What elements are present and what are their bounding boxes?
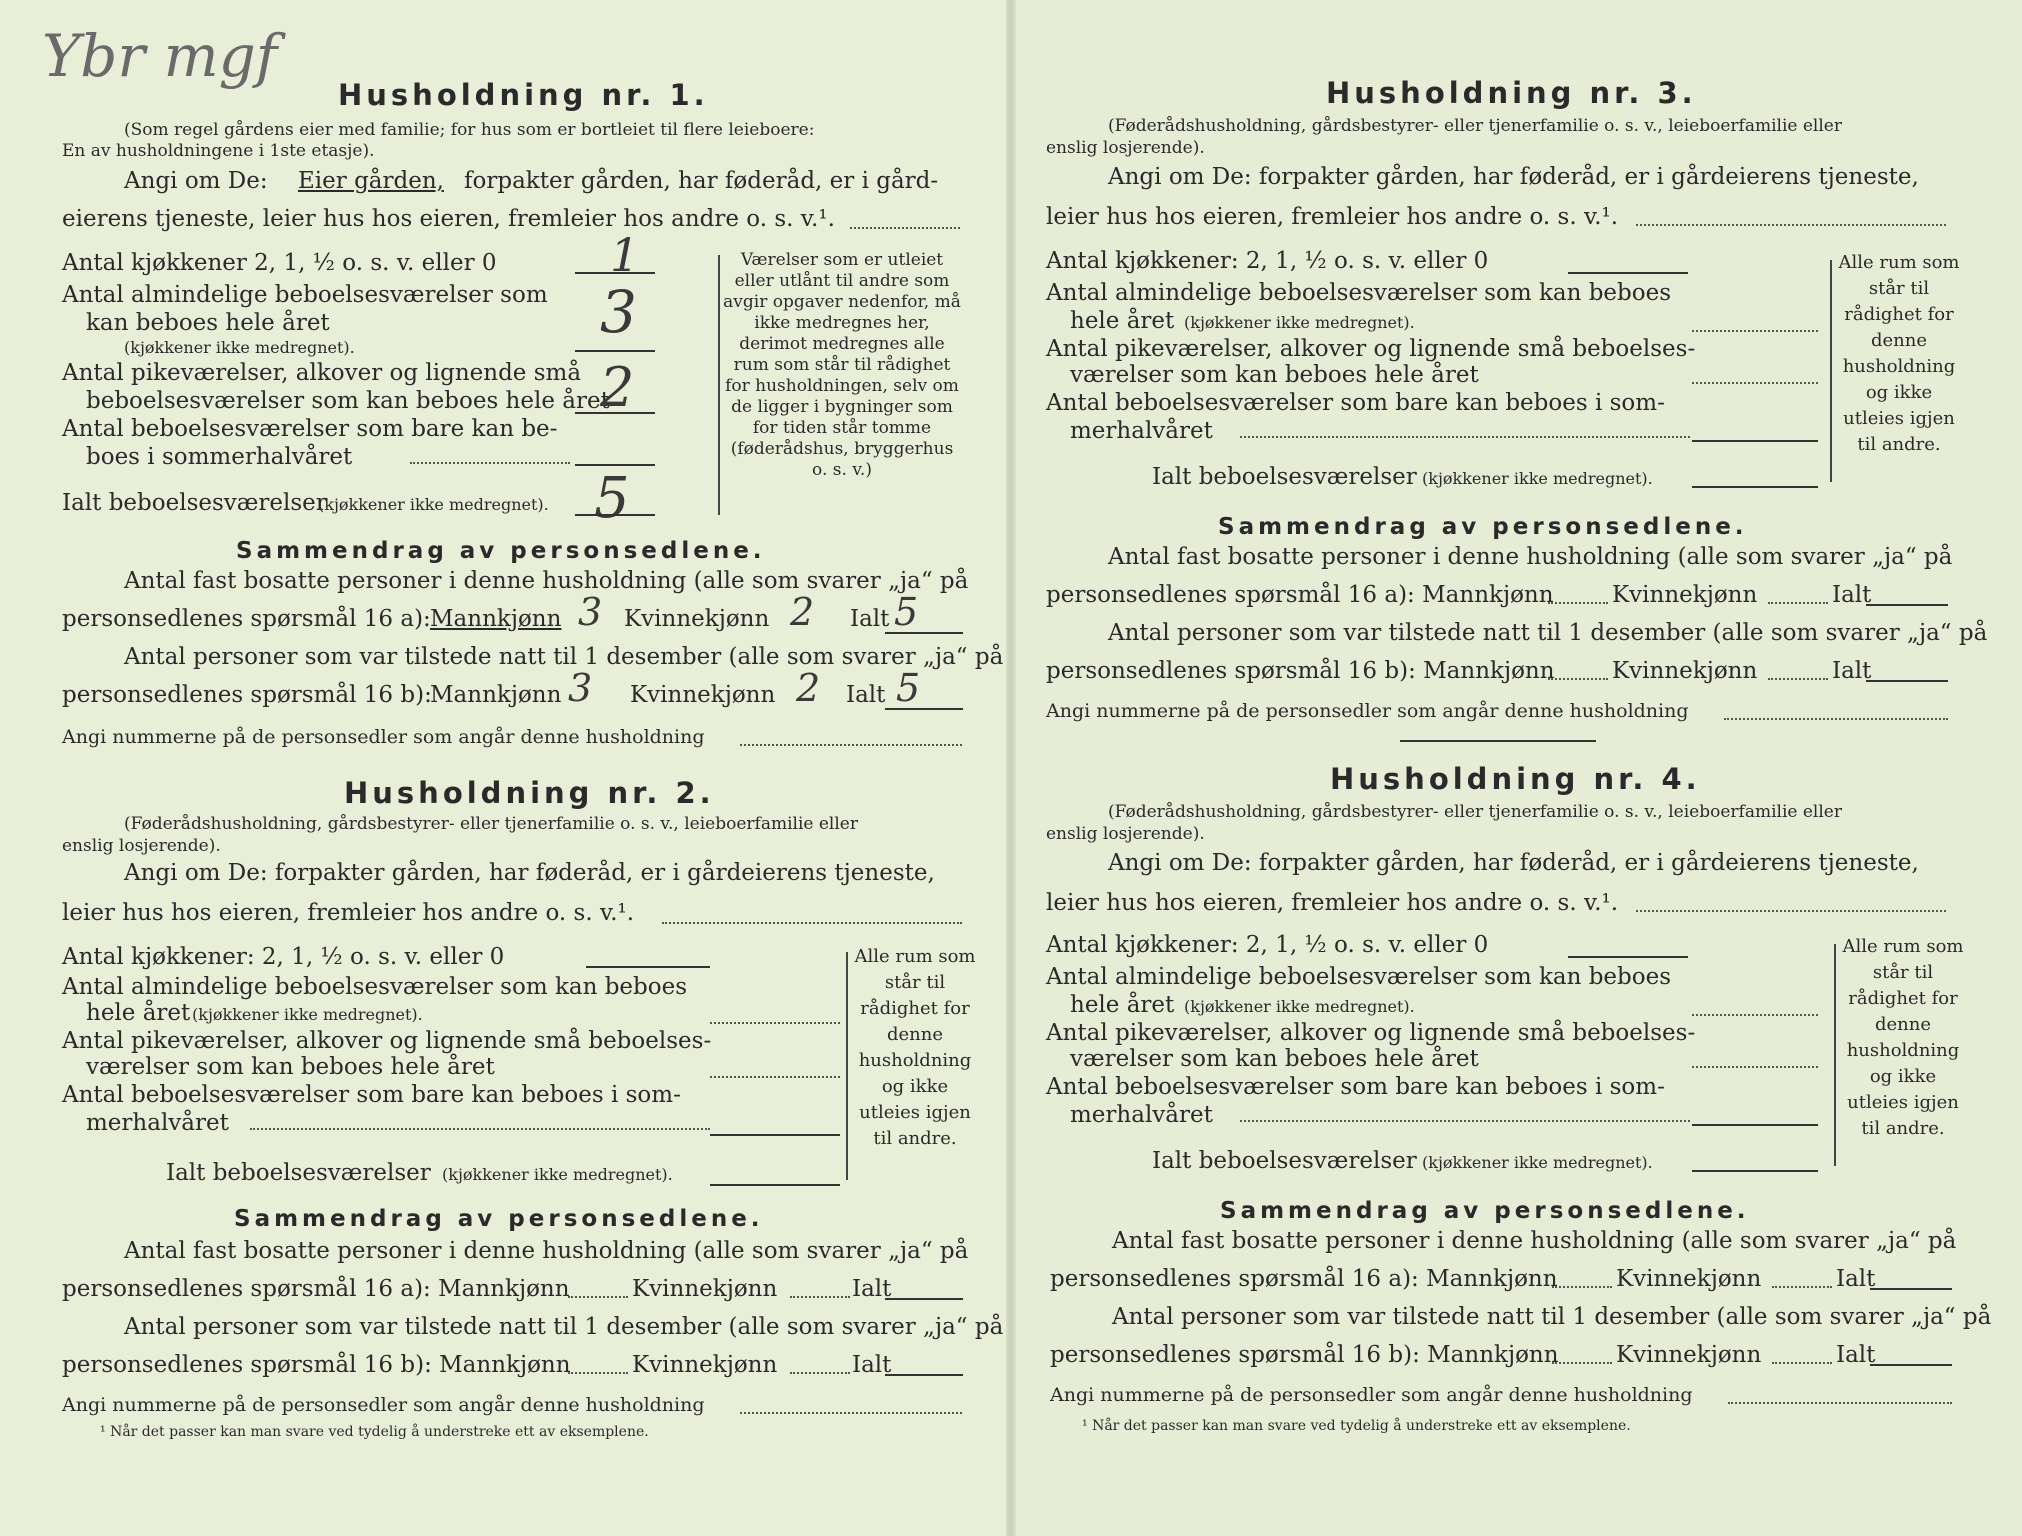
h4-kitchens-rule: [1568, 956, 1688, 958]
h2-kitchens-rule: [586, 966, 710, 968]
h3-fast-ialt-label: Ialt: [1832, 582, 1872, 608]
h1-fast-ialt-value: 5: [894, 590, 919, 634]
h4-summer-rule: [1692, 1124, 1818, 1126]
h3-tilst-line2: personsedlenes spørsmål 16 b): Mannkjønn: [1046, 658, 1555, 684]
h4-ordinary-label1: Antal almindelige beboelsesværelser som kan beboes: [1046, 964, 1672, 990]
h2-tilst-line1: Antal personer som var tilstede natt til 1 desember (alle som svarer „ja“ på: [124, 1314, 1004, 1340]
h4-tilst-mann-fill: [1552, 1362, 1612, 1364]
h2-angi-fill: [662, 922, 962, 924]
h1-pike-label1: Antal pikeværelser, alkover og lignende små: [62, 360, 582, 386]
h1-tilst-line2: personsedlenes spørsmål 16 b):: [62, 682, 432, 708]
h1-note-line1: (Som regel gårdens eier med familie; for hus som er bortleiet til flere leieboere:: [124, 120, 815, 140]
h2-pike-label2: værelser som kan beboes hele året: [86, 1054, 495, 1080]
h4-numbers-label: Angi nummerne på de personsedler som angår denne husholdning: [1050, 1384, 1693, 1406]
h4-tilst-line1: Antal personer som var tilstede natt til 1 desember (alle som svarer „ja“ på: [1112, 1304, 1992, 1330]
h1-pike-rule: [575, 412, 655, 414]
h1-ordinary-label1: Antal almindelige beboelsesværelser som: [62, 282, 548, 308]
h1-fast-mann-label: Mannkjønn: [430, 606, 562, 632]
h3-fast-line1: Antal fast bosatte personer i denne husholdning (alle som svarer „ja“ på: [1108, 544, 1953, 570]
h4-tilst-ialt-label: Ialt: [1836, 1342, 1876, 1368]
h1-ordinary-value: 3: [600, 278, 637, 346]
h1-ordinary-rule: [575, 350, 655, 352]
h3-kitchens-rule: [1568, 272, 1688, 274]
h4-angi-fill: [1636, 910, 1946, 912]
h2-fast-ialt-label: Ialt: [852, 1276, 892, 1302]
h4-ordinary-label2: hele året: [1070, 992, 1175, 1018]
h3-pike-label1: Antal pikeværelser, alkover og lignende små beboelses-: [1046, 336, 1696, 362]
h4-tilst-line2: personsedlenes spørsmål 16 b): Mannkjønn: [1050, 1342, 1559, 1368]
h2-side-note: Alle rum som står til rådighet for denne husholdning og ikke utleies igjen til andre.: [854, 946, 976, 1149]
h3-tilst-ialt-rule: [1866, 680, 1948, 682]
h1-angi-label: Angi om De:: [124, 168, 268, 194]
h1-summer-label1: Antal beboelsesværelser som bare kan be-: [62, 416, 558, 442]
h2-note-line2: enslig losjerende).: [62, 836, 221, 856]
h4-fast-line2: personsedlenes spørsmål 16 a): Mannkjønn: [1050, 1266, 1558, 1292]
h4-summary-title: Sammendrag av personsedlene.: [1220, 1198, 1750, 1224]
h3-pike-rule: [1692, 382, 1818, 384]
h2-ordinary-note: (kjøkkener ikke medregnet).: [192, 1005, 423, 1024]
h4-fast-ialt-label: Ialt: [1836, 1266, 1876, 1292]
h4-fast-kvinne-fill: [1772, 1286, 1832, 1288]
h3-total-rule: [1692, 486, 1818, 488]
h2-tilst-line2: personsedlenes spørsmål 16 b): Mannkjønn: [62, 1352, 571, 1378]
h3-summary-title: Sammendrag av personsedlene.: [1218, 514, 1748, 540]
h2-tilst-ialt-label: Ialt: [852, 1352, 892, 1378]
h2-summer-label2: merhalvåret: [86, 1110, 229, 1136]
h4-angi-line2: leier hus hos eieren, fremleier hos andre o. s. v.¹.: [1046, 890, 1619, 916]
h4-numbers-fill: [1728, 1402, 1952, 1404]
h3-ordinary-label2: hele året: [1070, 308, 1175, 334]
h3-angi-line2: leier hus hos eieren, fremleier hos andre o. s. v.¹.: [1046, 204, 1619, 230]
h2-kitchens-label: Antal kjøkkener: 2, 1, ½ o. s. v. eller 0: [62, 944, 505, 970]
h3-fast-mann-fill: [1548, 602, 1608, 604]
h2-fast-line2: personsedlenes spørsmål 16 a): Mannkjønn: [62, 1276, 570, 1302]
right-footnote: ¹ Når det passer kan man svare ved tydelig å understreke ett av eksemplene.: [1082, 1418, 1631, 1434]
h3-fast-ialt-rule: [1866, 604, 1948, 606]
h2-ordinary-label2: hele året: [86, 1000, 191, 1026]
h3-numbers-label: Angi nummerne på de personsedler som angår denne husholdning: [1046, 700, 1689, 722]
h1-angi-eier: Eier gården,: [298, 168, 444, 194]
h4-side-note: Alle rum som står til rådighet for denne husholdning og ikke utleies igjen til andre.: [1842, 936, 1964, 1139]
h2-fast-ialt-rule: [885, 1298, 963, 1300]
h1-kitchens-rule: [575, 272, 655, 274]
h4-kitchens-label: Antal kjøkkener: 2, 1, ½ o. s. v. eller 0: [1046, 932, 1489, 958]
h1-kitchens-label: Antal kjøkkener 2, 1, ½ o. s. v. eller 0: [62, 250, 497, 276]
h2-pike-rule: [710, 1076, 840, 1078]
h1-fast-line2: personsedlenes spørsmål 16 a):: [62, 606, 431, 632]
h3-tilst-kvinne-label: Kvinnekjønn: [1612, 658, 1758, 684]
h3-tilst-ialt-label: Ialt: [1832, 658, 1872, 684]
h3-fast-line2: personsedlenes spørsmål 16 a): Mannkjønn: [1046, 582, 1554, 608]
h4-tilst-kvinne-label: Kvinnekjønn: [1616, 1342, 1762, 1368]
h3-end-rule: [1400, 740, 1596, 742]
h2-title: Husholdning nr. 2.: [344, 776, 715, 810]
corner-handwritten-note: Ybr mgf: [42, 22, 278, 90]
h1-numbers-fill: [740, 744, 962, 746]
h1-tilst-ialt-rule: [885, 708, 963, 710]
h4-ordinary-rule: [1692, 1014, 1818, 1016]
h4-fast-mann-fill: [1552, 1286, 1612, 1288]
h3-tilst-line1: Antal personer som var tilstede natt til 1 desember (alle som svarer „ja“ på: [1108, 620, 1988, 646]
h2-pike-label1: Antal pikeværelser, alkover og lignende små beboelses-: [62, 1028, 712, 1054]
h2-summer-dots: [250, 1128, 710, 1130]
h1-summer-label2: boes i sommerhalvåret: [86, 444, 353, 470]
h1-total-label: Ialt beboelsesværelser: [62, 490, 327, 516]
h2-fast-kvinne-fill: [790, 1296, 850, 1298]
h3-total-note: (kjøkkener ikke medregnet).: [1422, 469, 1653, 488]
h2-tilst-mann-fill: [568, 1372, 628, 1374]
h4-summer-label1: Antal beboelsesværelser som bare kan beboes i som-: [1046, 1074, 1665, 1100]
h3-note-line2: enslig losjerende).: [1046, 138, 1205, 158]
h2-note-line1: (Føderådshusholdning, gårdsbestyrer- eller tjenerfamilie o. s. v., leieboerfamilie eller: [124, 814, 858, 834]
h2-summary-title: Sammendrag av personsedlene.: [234, 1206, 764, 1232]
h1-tilst-ialt-value: 5: [896, 666, 921, 710]
h1-total-note: (kjøkkener ikke medregnet).: [318, 495, 549, 514]
h4-summer-label2: merhalvåret: [1070, 1102, 1213, 1128]
h1-tilst-mann-label: Mannkjønn: [430, 682, 562, 708]
h2-angi-line1: Angi om De: forpakter gården, har føderåd, er i gårdeierens tjeneste,: [124, 860, 935, 886]
h1-tilst-mann-value: 3: [568, 666, 593, 710]
h1-side-note: Værelser som er utleiet eller utlånt til andre som avgir opgaver nedenfor, må ikke medregnes her, derimot medregnes alle rum som står til rådighet for husholdningen, selv om de ligger i bygninger som for tiden står tomme (føderådshus, bryggerhus o. s. v.): [723, 250, 961, 480]
h1-tilst-ialt-label: Ialt: [846, 682, 886, 708]
h1-kitchens-value: 1: [610, 228, 640, 282]
h1-fast-line1: Antal fast bosatte personer i denne husholdning (alle som svarer „ja“ på: [124, 568, 969, 594]
h4-tilst-kvinne-fill: [1772, 1362, 1832, 1364]
h1-summer-dots: [410, 462, 570, 464]
h1-numbers-label: Angi nummerne på de personsedler som angår denne husholdning: [62, 726, 705, 748]
h2-total-label: Ialt beboelsesværelser: [166, 1160, 431, 1186]
h4-pike-rule: [1692, 1066, 1818, 1068]
h4-total-rule: [1692, 1170, 1818, 1172]
h3-ordinary-rule: [1692, 330, 1818, 332]
h3-note-line1: (Føderådshusholdning, gårdsbestyrer- eller tjenerfamilie o. s. v., leieboerfamilie eller: [1108, 116, 1842, 136]
h3-ordinary-note: (kjøkkener ikke medregnet).: [1184, 313, 1415, 332]
h3-ordinary-label1: Antal almindelige beboelsesværelser som kan beboes: [1046, 280, 1672, 306]
h1-fast-kvinne-value: 2: [790, 590, 815, 634]
h3-summer-label1: Antal beboelsesværelser som bare kan beboes i som-: [1046, 390, 1665, 416]
h2-fast-mann-fill: [568, 1296, 628, 1298]
h4-fast-ialt-rule: [1870, 1288, 1952, 1290]
page-fold: [1006, 0, 1016, 1536]
h2-tilst-ialt-rule: [885, 1374, 963, 1376]
h2-fast-kvinne-label: Kvinnekjønn: [632, 1276, 778, 1302]
h2-numbers-label: Angi nummerne på de personsedler som angår denne husholdning: [62, 1394, 705, 1416]
h1-angi-rest: forpakter gården, har føderåd, er i gård-: [464, 168, 939, 194]
h2-ordinary-label1: Antal almindelige beboelsesværelser som kan beboes: [62, 974, 688, 1000]
h4-fast-kvinne-label: Kvinnekjønn: [1616, 1266, 1762, 1292]
h1-fast-ialt-rule: [885, 632, 963, 634]
h1-tilst-line1: Antal personer som var tilstede natt til 1 desember (alle som svarer „ja“ på: [124, 644, 1004, 670]
h1-ordinary-note: (kjøkkener ikke medregnet).: [124, 338, 355, 357]
h2-summer-label1: Antal beboelsesværelser som bare kan beboes i som-: [62, 1082, 681, 1108]
h4-pike-label2: værelser som kan beboes hele året: [1070, 1046, 1479, 1072]
h4-note-line1: (Føderådshusholdning, gårdsbestyrer- eller tjenerfamilie o. s. v., leieboerfamilie eller: [1108, 802, 1842, 822]
h1-tilst-kvinne-label: Kvinnekjønn: [630, 682, 776, 708]
h4-fast-line1: Antal fast bosatte personer i denne husholdning (alle som svarer „ja“ på: [1112, 1228, 1957, 1254]
h1-note-line2: En av husholdningene i 1ste etasje).: [62, 141, 375, 161]
h1-pike-label2: beboelsesværelser som kan beboes hele året: [86, 388, 610, 414]
h1-tilst-kvinne-value: 2: [796, 666, 821, 710]
h2-tilst-kvinne-fill: [790, 1372, 850, 1374]
h3-tilst-mann-fill: [1548, 678, 1608, 680]
h2-total-rule: [710, 1184, 840, 1186]
h3-numbers-fill: [1724, 718, 1948, 720]
h1-fast-ialt-label: Ialt: [850, 606, 890, 632]
h3-side-note: Alle rum som står til rådighet for denne husholdning og ikke utleies igjen til andre.: [1838, 252, 1960, 455]
h3-summer-label2: merhalvåret: [1070, 418, 1213, 444]
h4-note-line2: enslig losjerende).: [1046, 824, 1205, 844]
h2-total-note: (kjøkkener ikke medregnet).: [442, 1165, 673, 1184]
h2-numbers-fill: [740, 1412, 962, 1414]
h2-angi-line2: leier hus hos eieren, fremleier hos andre o. s. v.¹.: [62, 900, 635, 926]
h4-tilst-ialt-rule: [1870, 1364, 1952, 1366]
h4-ordinary-note: (kjøkkener ikke medregnet).: [1184, 997, 1415, 1016]
h1-angi-fill: [850, 227, 960, 229]
h4-title: Husholdning nr. 4.: [1330, 762, 1701, 796]
h3-side-brace: [1830, 260, 1832, 482]
h3-total-label: Ialt beboelsesværelser: [1152, 464, 1417, 490]
h3-pike-label2: værelser som kan beboes hele året: [1070, 362, 1479, 388]
h4-side-brace: [1834, 944, 1836, 1166]
h3-kitchens-label: Antal kjøkkener: 2, 1, ½ o. s. v. eller 0: [1046, 248, 1489, 274]
h2-ordinary-rule: [710, 1022, 840, 1024]
h2-summer-rule: [710, 1134, 840, 1136]
h1-total-rule: [575, 514, 655, 516]
h4-summer-dots: [1240, 1120, 1690, 1122]
h3-title: Husholdning nr. 3.: [1326, 76, 1697, 110]
h3-tilst-kvinne-fill: [1768, 678, 1828, 680]
h1-total-value: 5: [594, 466, 630, 531]
h3-angi-fill: [1636, 224, 1946, 226]
h3-summer-dots: [1240, 436, 1690, 438]
h3-fast-kvinne-label: Kvinnekjønn: [1612, 582, 1758, 608]
h1-angi-line2: eierens tjeneste, leier hus hos eieren, fremleier hos andre o. s. v.¹.: [62, 206, 835, 232]
h2-side-brace: [846, 952, 848, 1180]
h4-total-note: (kjøkkener ikke medregnet).: [1422, 1153, 1653, 1172]
h2-tilst-kvinne-label: Kvinnekjønn: [632, 1352, 778, 1378]
h2-fast-line1: Antal fast bosatte personer i denne husholdning (alle som svarer „ja“ på: [124, 1238, 969, 1264]
h4-pike-label1: Antal pikeværelser, alkover og lignende små beboelses-: [1046, 1020, 1696, 1046]
h1-ordinary-label2: kan beboes hele året: [86, 310, 330, 336]
h3-angi-line1: Angi om De: forpakter gården, har føderåd, er i gårdeierens tjeneste,: [1108, 164, 1919, 190]
h4-angi-line1: Angi om De: forpakter gården, har føderåd, er i gårdeierens tjeneste,: [1108, 850, 1919, 876]
h1-side-brace: [718, 255, 720, 515]
h4-total-label: Ialt beboelsesværelser: [1152, 1148, 1417, 1174]
h3-summer-rule: [1692, 440, 1818, 442]
h1-fast-kvinne-label: Kvinnekjønn: [624, 606, 770, 632]
h3-fast-kvinne-fill: [1768, 602, 1828, 604]
h1-title: Husholdning nr. 1.: [338, 78, 709, 112]
h1-fast-mann-value: 3: [578, 590, 603, 634]
left-footnote: ¹ Når det passer kan man svare ved tydelig å understreke ett av eksemplene.: [100, 1424, 649, 1440]
h1-pike-value: 2: [600, 356, 635, 419]
h1-summary-title: Sammendrag av personsedlene.: [236, 538, 766, 564]
